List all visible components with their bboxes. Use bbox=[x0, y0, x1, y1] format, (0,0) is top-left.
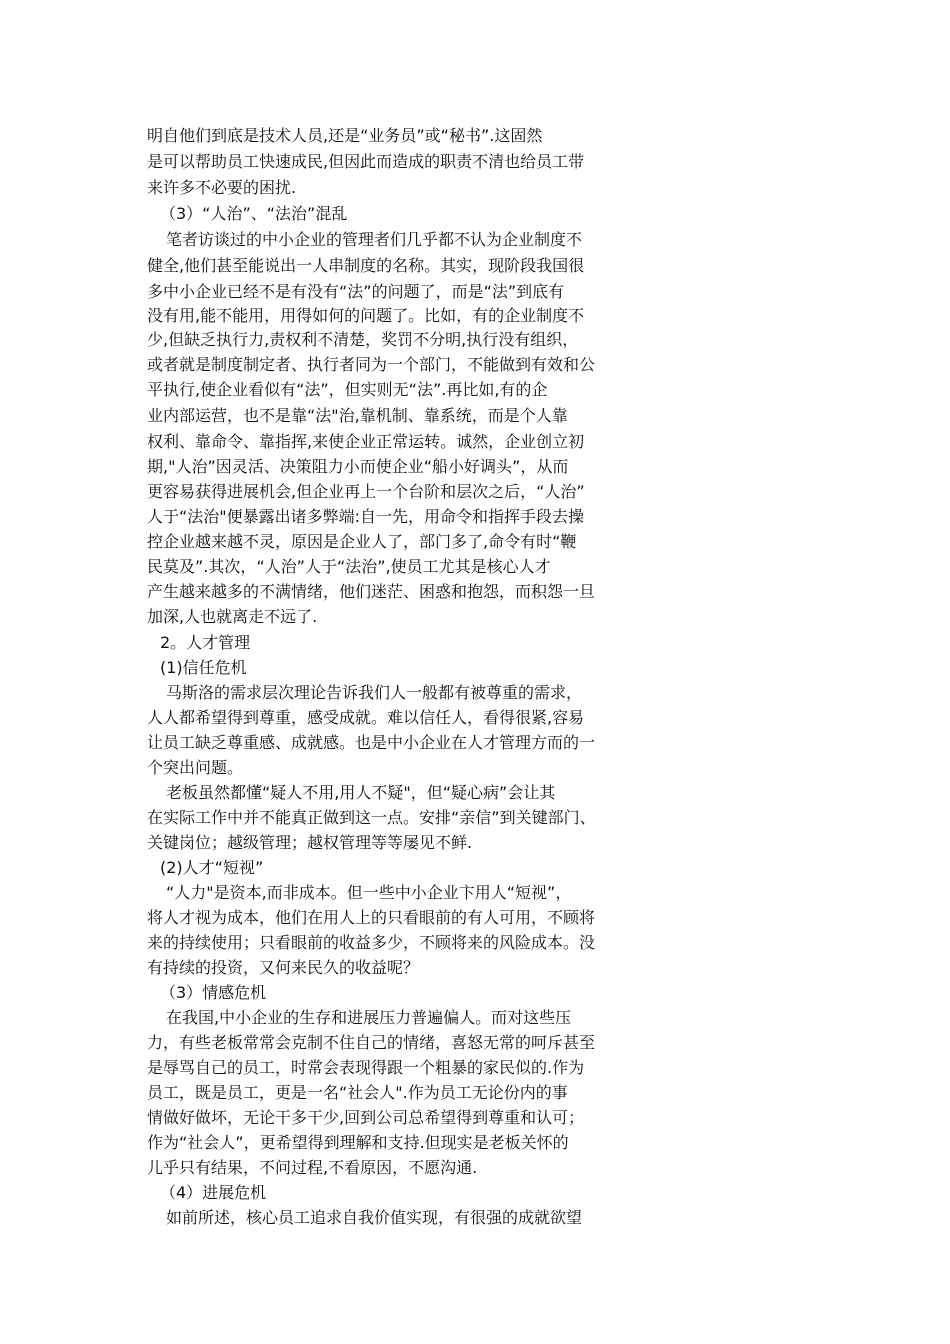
text-line: 来许多不必要的困扰. bbox=[147, 178, 297, 197]
text-line: 人人都希望得到尊重，感受成就。难以信任人，看得很紧,容易 bbox=[147, 708, 585, 727]
text-line: 是可以帮助员工快速成民,但因此而造成的职责不清也给员工带 bbox=[147, 152, 585, 171]
text-line: 情做好做坏，无论干多干少,回到公司总希望得到尊重和认可； bbox=[147, 1108, 585, 1127]
paragraph-start: 笔者访谈过的中小企业的管理者们几乎都不认为企业制度不 bbox=[166, 230, 583, 249]
text-line: 或者就是制度制定者、执行者同为一个部门，不能做到有效和公 bbox=[147, 355, 596, 374]
text-line: 儿乎只有结果，不问过程,不看原因，不愿沟通. bbox=[147, 1158, 478, 1177]
text-line: 平执行,使企业看似有“法”，但实则无“法”.再比如,有的企 bbox=[147, 380, 548, 399]
text-line: 少,但缺乏执行力,责权利不清楚，奖罚不分明,执行没有组织， bbox=[147, 330, 579, 349]
paragraph-start: “人力"是资本,而非成本。但一些中小企业卞用人“短视”， bbox=[166, 883, 572, 902]
text-line: 关键岗位；越级管理；越权管理等等屡见不鲜. bbox=[147, 833, 473, 852]
text-line: 产生越来越多的不满情绪，他们迷茫、困惑和抱怨，而积怨一旦 bbox=[147, 582, 596, 601]
text-line: 让员工缺乏尊重感、成就感。也是中小企业在人才管理方而的一 bbox=[147, 733, 596, 752]
text-line: 在实际工作中并不能真正做到这一点。安排“亲信”到关键部门、 bbox=[147, 808, 596, 827]
paragraph-start: 在我国,中小企业的生存和进展压力普遍偏人。而对这些压 bbox=[166, 1008, 572, 1027]
text-line: 作为“社会人”，更希望得到理解和支持.但现实是老板关怀的 bbox=[147, 1133, 569, 1152]
text-line: 加深,人也就离走不远了. bbox=[147, 607, 318, 626]
text-line: 力，有些老板常常会克制不住自己的情绪，喜怒无常的呵斥甚至 bbox=[147, 1033, 596, 1052]
text-line: 更容易获得进展机会,但企业再上一个台阶和层次之后，“人治” bbox=[147, 482, 585, 501]
subsection-heading: (1)信任危机 bbox=[160, 658, 247, 677]
subsection-heading: （3）情感危机 bbox=[160, 983, 267, 1002]
section-heading: （3）“人治”、“法治”混乱 bbox=[160, 204, 348, 223]
text-line: 民莫及”.其次，“人治”人于“法治”,使员工尤其是核心人才 bbox=[147, 557, 551, 576]
paragraph-start: 老板虽然都懂“疑人不用,用人不疑"，但“疑心病”会让其 bbox=[166, 783, 556, 802]
section-heading: 2。人才管理 bbox=[160, 633, 251, 652]
text-line: 健全,他们甚至能说出一人串制度的名称。其实，现阶段我国很 bbox=[147, 256, 585, 275]
text-line: 是辱骂自己的员工，时常会表现得跟一个粗暴的家民似的.作为 bbox=[147, 1058, 585, 1077]
paragraph-start: 如前所述，核心员工追求自我价值实现，有很强的成就欲望 bbox=[166, 1208, 583, 1227]
text-line: 多中小企业已经不是有没有“法”的问题了，而是“法”到底有 bbox=[147, 282, 565, 301]
text-line: 个突出问题。 bbox=[147, 758, 244, 777]
text-line: 来的持续使用；只看眼前的收益多少，不顾将来的风险成本。没 bbox=[147, 933, 596, 952]
text-line: 明自他们到底是技术人员,还是“业务员”或“秘书”.这固然 bbox=[147, 126, 543, 145]
text-line: 期,"人治”因灵活、决策阻力小而使企业“船小好调头”，从而 bbox=[147, 457, 569, 476]
text-line: 权利、靠命令、靠指挥,来使企业正常运转。诚然，企业创立初 bbox=[147, 432, 585, 451]
text-line: 没有用,能不能用，用得如何的问题了。比如，有的企业制度不 bbox=[147, 306, 585, 325]
text-line: 员工，既是员工，更是一名“社会人".作为员工无论份内的事 bbox=[147, 1083, 568, 1102]
text-line: 控企业越来越不灵，原因是企业人了，部门多了,命令有时“鞭 bbox=[147, 532, 577, 551]
paragraph-start: 马斯洛的需求层次理论告诉我们人一般都有被尊重的需求， bbox=[166, 683, 583, 702]
text-line: 将人才视为成本，他们在用人上的只看眼前的有人可用，不顾将 bbox=[147, 908, 596, 927]
subsection-heading: （4）进展危机 bbox=[160, 1183, 267, 1202]
subsection-heading: (2)人才“短视” bbox=[160, 858, 264, 877]
text-line: 业内部运营，也不是靠“法"治,靠机制、靠系统，而是个人靠 bbox=[147, 406, 568, 425]
text-line: 有持续的投资，又何来民久的收益呢？ bbox=[147, 958, 420, 977]
text-line: 人于“法治"便暴露出诸多弊端:自一先，用命令和指挥手段去操 bbox=[147, 507, 585, 526]
